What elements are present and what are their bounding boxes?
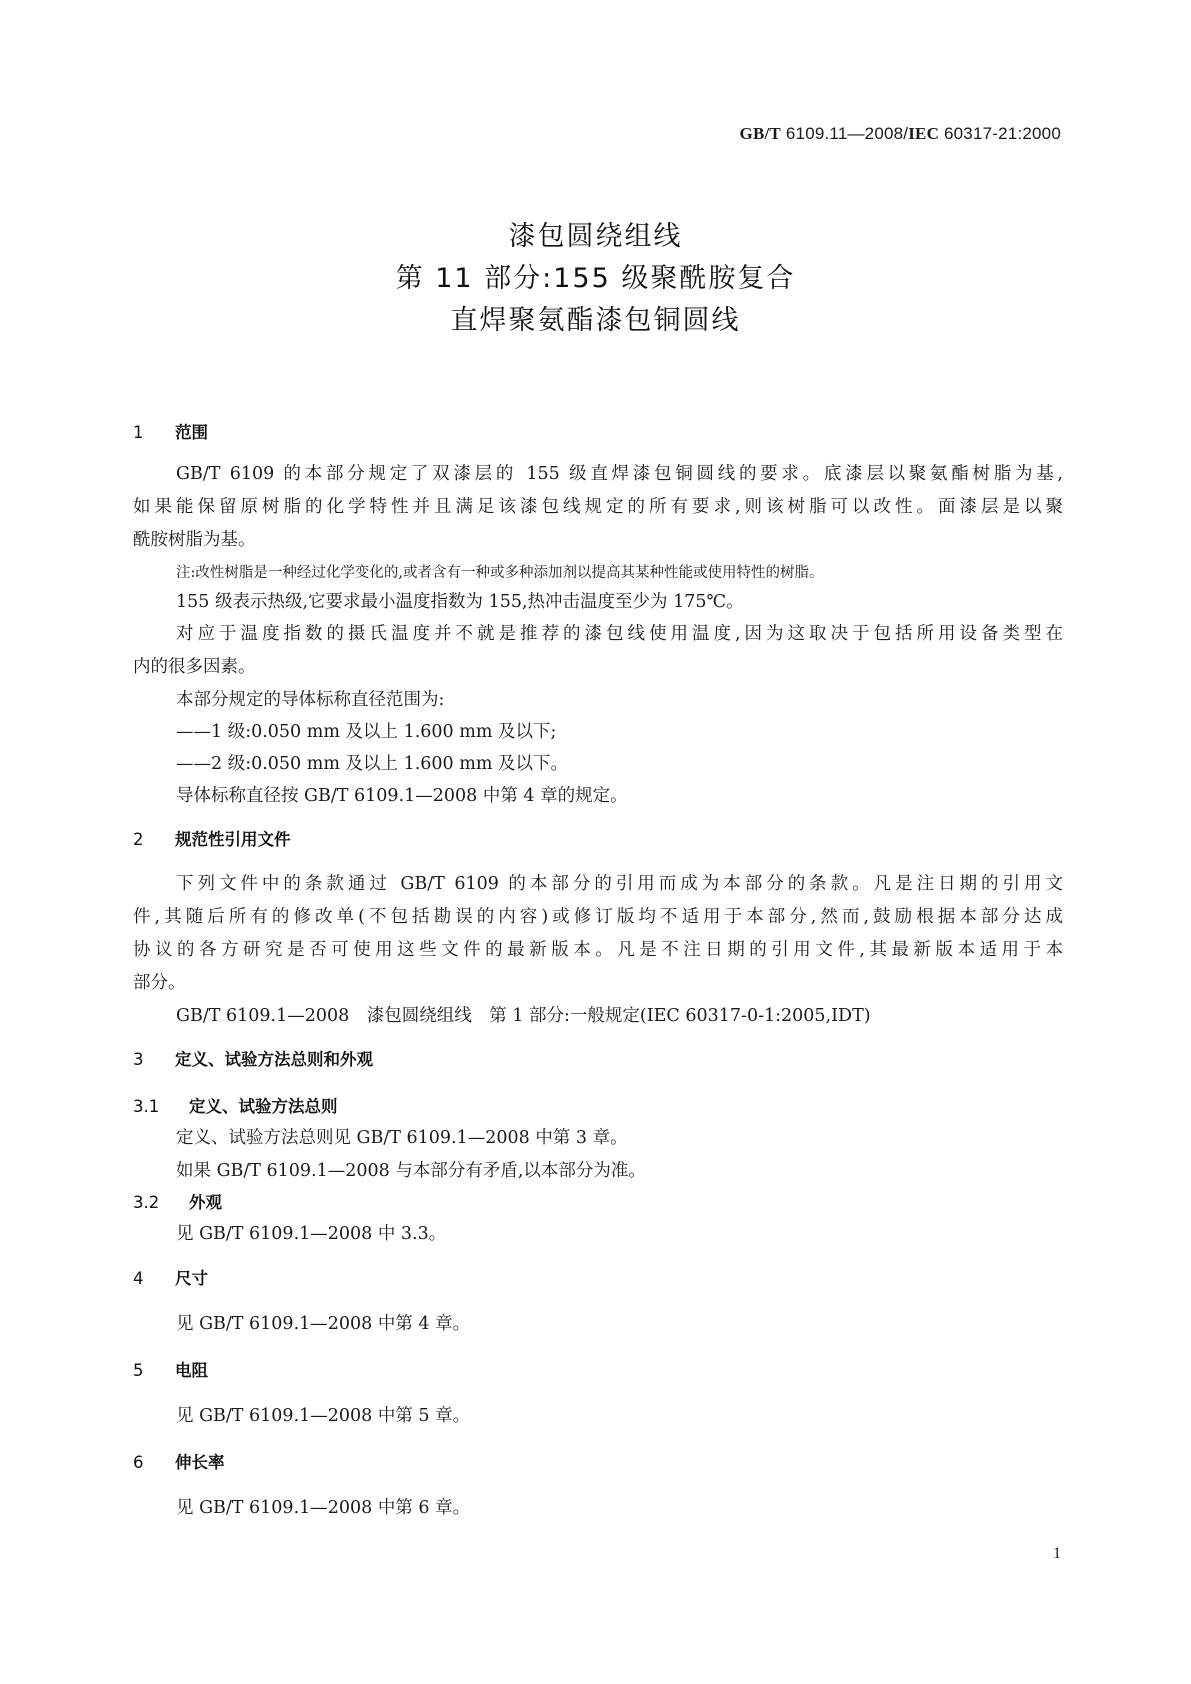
section-number: 5 [133,1361,144,1380]
section-1-heading [133,419,208,443]
paragraph-line: 件,其随后所有的修改单(不包括勘误的内容)或修订版均不适用于本部分,然而,鼓励根据本部分达成 [133,907,1063,927]
std-code-iec: IEC [908,124,940,143]
paragraph: 定义、试验方法总则见 GB/T 6109.1—2008 中第 3 章。 [176,1128,628,1148]
section-number: 3.2 [133,1193,160,1212]
section-title: 范围 [175,423,208,442]
section-title: 外观 [189,1193,222,1212]
paragraph: 见 GB/T 6109.1—2008 中第 4 章。 [176,1314,471,1334]
paragraph: 如果 GB/T 6109.1—2008 与本部分有矛盾,以本部分为准。 [176,1161,646,1181]
section-4-heading [133,1265,208,1289]
paragraph-line: 部分。 [133,973,186,993]
std-code-mid: 6109.11—2008/ [780,124,909,143]
section-title: 伸长率 [175,1453,225,1472]
section-3-2-heading [133,1189,222,1213]
paragraph: 导体标称直径按 GB/T 6109.1—2008 中第 4 章的规定。 [176,786,628,806]
section-2-heading [133,826,291,850]
section-title: 电阻 [175,1361,208,1380]
paragraph: 见 GB/T 6109.1—2008 中第 6 章。 [176,1498,471,1518]
section-number: 2 [133,830,144,849]
standard-code [740,124,1061,144]
section-3-1-heading [133,1093,338,1117]
list-item: ——2 级:0.050 mm 及以上 1.600 mm 及以下。 [176,754,568,774]
section-number: 1 [133,423,144,442]
note: 注:改性树脂是一种经过化学变化的,或者含有一种或多种添加剂以提高其某种性能或使用特性的树脂。 [176,565,824,581]
title-line-3: 直焊聚氨酯漆包铜圆线 [450,305,741,336]
section-number: 3 [133,1050,144,1069]
paragraph: 见 GB/T 6109.1—2008 中第 5 章。 [176,1406,471,1426]
title-line-2: 第 11 部分:155 级聚酰胺复合 [395,263,796,294]
section-5-heading [133,1357,208,1381]
paragraph: 本部分规定的导体标称直径范围为: [176,690,445,710]
paragraph-line: 酰胺树脂为基。 [133,530,256,550]
section-6-heading [133,1449,225,1473]
page-number: 1 [1053,1545,1061,1562]
std-code-suffix: 60317-21:2000 [939,124,1061,143]
paragraph-line: 内的很多因素。 [133,657,256,677]
section-title: 定义、试验方法总则和外观 [175,1050,373,1069]
section-title: 尺寸 [175,1269,208,1288]
std-code-prefix: GB/T [739,124,781,143]
section-3-heading [133,1046,373,1070]
title-line-1: 漆包圆绕组线 [508,221,683,252]
section-number: 3.1 [133,1097,160,1116]
paragraph-line: GB/T 6109 的本部分规定了双漆层的 155 级直焊漆包铜圆线的要求。底漆层以聚氨酯树脂为基, [176,464,1063,484]
paragraph-line: 对应于温度指数的摄氏温度并不就是推荐的漆包线使用温度,因为这取决于包括所用设备类型在 [176,624,1063,644]
normative-reference: GB/T 6109.1—2008 漆包圆绕组线 第 1 部分:一般规定(IEC 60317-0-1:2005,IDT) [176,1006,871,1026]
section-number: 6 [133,1453,144,1472]
paragraph-line: 下列文件中的条款通过 GB/T 6109 的本部分的引用而成为本部分的条款。凡是注日期的引用文 [176,874,1063,894]
paragraph-line: 如果能保留原树脂的化学特性并且满足该漆包线规定的所有要求,则该树脂可以改性。面漆层是以聚 [133,497,1063,517]
section-title: 定义、试验方法总则 [189,1097,338,1116]
paragraph: 见 GB/T 6109.1—2008 中 3.3。 [176,1224,447,1244]
paragraph-line: 协议的各方研究是否可使用这些文件的最新版本。凡是不注日期的引用文件,其最新版本适用于本 [133,940,1063,960]
section-title: 规范性引用文件 [175,830,291,849]
list-item: ——1 级:0.050 mm 及以上 1.600 mm 及以下; [176,722,557,742]
paragraph: 155 级表示热级,它要求最小温度指数为 155,热冲击温度至少为 175℃。 [176,592,744,612]
section-number: 4 [133,1269,144,1288]
